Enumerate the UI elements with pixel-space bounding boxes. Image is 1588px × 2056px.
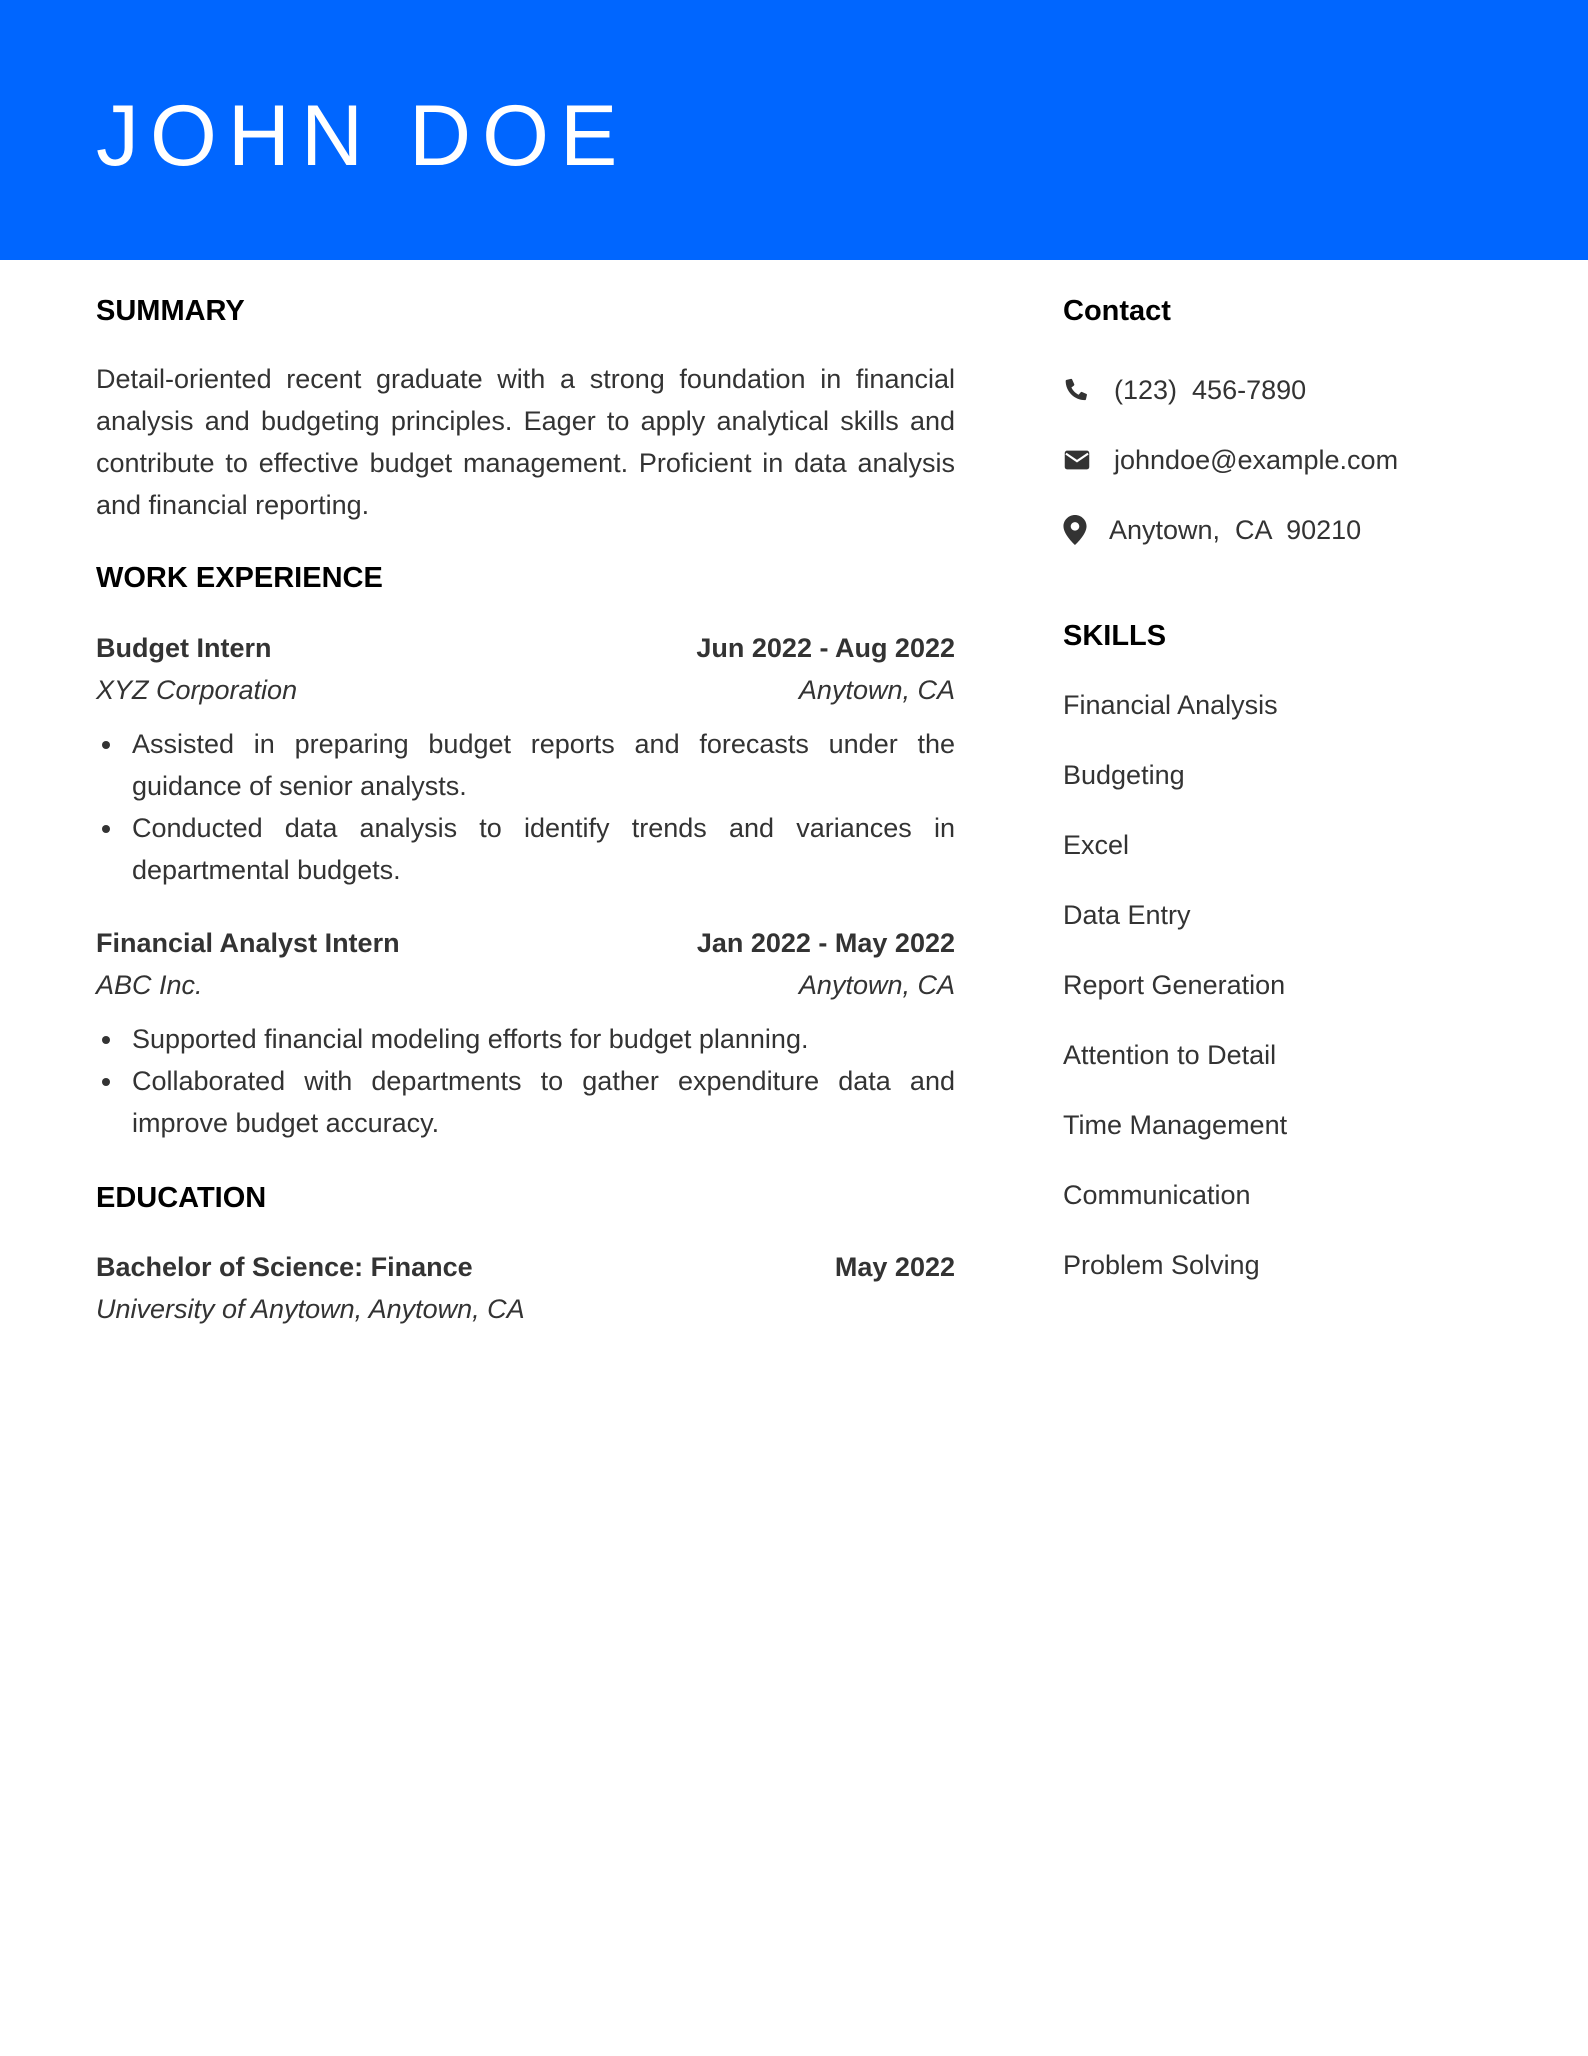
- skills-list: [1063, 684, 1503, 1286]
- bullet-dot: [102, 1036, 110, 1044]
- job-company-row: [96, 669, 955, 711]
- bullet-text: Collaborated with departments to gather expenditure data and improve budget accuracy.: [132, 1066, 955, 1138]
- sidebar-column: [1063, 291, 1503, 1286]
- contact-phone: [1063, 369, 1503, 411]
- job-header-row: [96, 922, 955, 964]
- header-banner: [0, 0, 1588, 260]
- list-item: [132, 1018, 955, 1060]
- education-header-row: [96, 1246, 955, 1288]
- contact-email: [1063, 439, 1503, 481]
- job-company-row: [96, 964, 955, 1006]
- skill-item: Communication: [1063, 1180, 1251, 1210]
- skill-item: Data Entry: [1063, 900, 1191, 930]
- job-dates: Jun 2022 - Aug 2022: [696, 633, 955, 663]
- bullet-dot: [102, 741, 110, 749]
- job-position: Financial Analyst Intern: [96, 928, 400, 958]
- contact-heading: Contact: [1063, 295, 1171, 327]
- job-location: Anytown, CA: [798, 970, 955, 1000]
- education-school: University of Anytown, Anytown, CA: [96, 1294, 525, 1324]
- bullet-text: Conducted data analysis to identify trends and variances in departmental budgets.: [132, 813, 955, 885]
- job-position: Budget Intern: [96, 633, 272, 663]
- bullet-text: Supported financial modeling efforts for budget planning.: [132, 1024, 809, 1054]
- education-heading: EDUCATION: [96, 1182, 267, 1214]
- summary-text: Detail-oriented recent graduate with a strong foundation in financial analysis and budgeting principles. Eager to apply analytical skills and contribute to effective budget management. Proficient in data analysis and financial reporting.: [96, 364, 955, 520]
- skill-item: Time Management: [1063, 1110, 1288, 1140]
- bullet-dot: [102, 1078, 110, 1086]
- map-marker-icon: [1063, 515, 1093, 545]
- candidate-name: JOHN DOE: [96, 88, 629, 184]
- skill-item: Problem Solving: [1063, 1250, 1260, 1280]
- job-company: XYZ Corporation: [96, 675, 298, 705]
- job-company: ABC Inc.: [96, 970, 203, 1000]
- skill-item: Financial Analysis: [1063, 690, 1278, 720]
- job-bullet-list: [96, 1018, 955, 1144]
- bullet-dot: [102, 825, 110, 833]
- skills-heading: SKILLS: [1063, 620, 1167, 652]
- main-column: [96, 291, 955, 1330]
- skill-item: Budgeting: [1063, 760, 1185, 790]
- education-entry: [96, 1246, 955, 1330]
- work-experience-heading: WORK EXPERIENCE: [96, 562, 383, 594]
- contact-list: [1063, 369, 1503, 551]
- education-degree: Bachelor of Science: Finance: [96, 1252, 473, 1282]
- education-school-row: [96, 1288, 955, 1330]
- skill-item: Report Generation: [1063, 970, 1286, 1000]
- job-location: Anytown, CA: [798, 675, 955, 705]
- contact-address-text: Anytown, CA 90210: [1109, 515, 1362, 545]
- job-dates: Jan 2022 - May 2022: [696, 928, 955, 958]
- skill-item: Attention to Detail: [1063, 1040, 1277, 1070]
- summary-heading: SUMMARY: [96, 295, 245, 327]
- job-entry: [96, 922, 955, 1144]
- skill-item: Excel: [1063, 830, 1130, 860]
- phone-icon: [1063, 375, 1093, 405]
- list-item: [132, 723, 955, 807]
- list-item: [132, 807, 955, 891]
- contact-email-text: johndoe@example.com: [1114, 445, 1399, 475]
- contact-address: [1063, 509, 1503, 551]
- contact-phone-text: (123) 456-7890: [1114, 375, 1307, 405]
- job-entry: [96, 627, 955, 891]
- job-bullet-list: [96, 723, 955, 891]
- job-header-row: [96, 627, 955, 669]
- envelope-icon: [1063, 445, 1093, 475]
- education-date: May 2022: [834, 1252, 955, 1282]
- list-item: [132, 1060, 955, 1144]
- bullet-text: Assisted in preparing budget reports and forecasts under the guidance of senior analysts.: [132, 729, 955, 801]
